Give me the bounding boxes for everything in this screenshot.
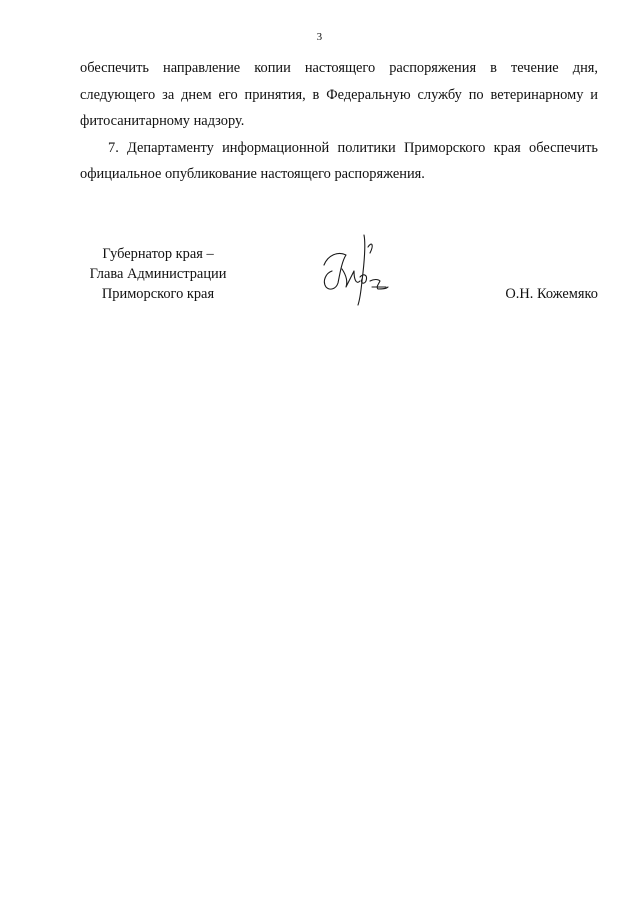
signer-name: О.Н. Кожемяко: [505, 286, 598, 302]
signatory-title: [78, 244, 238, 304]
handwritten-signature-icon: [316, 225, 398, 307]
paragraph-item-7: 7. Департаменту информационной политики Приморского края обеспечить официальное опубликование настоящего распоряжения.: [80, 139, 598, 182]
signatory-title-line-1: Губернатор края –: [102, 246, 214, 262]
page-number: 3: [316, 31, 323, 43]
signatory-title-line-3: Приморского края: [101, 286, 215, 302]
signatory-title-line-2: Глава Администрации: [89, 266, 227, 282]
document-body: [80, 55, 598, 188]
paragraph-continuation: обеспечить направление копии настоящего распоряжения в течение дня, следующего за днем его принятия, в Федеральную службу по ветеринарному и фитосанитарному надзору.: [80, 60, 598, 129]
